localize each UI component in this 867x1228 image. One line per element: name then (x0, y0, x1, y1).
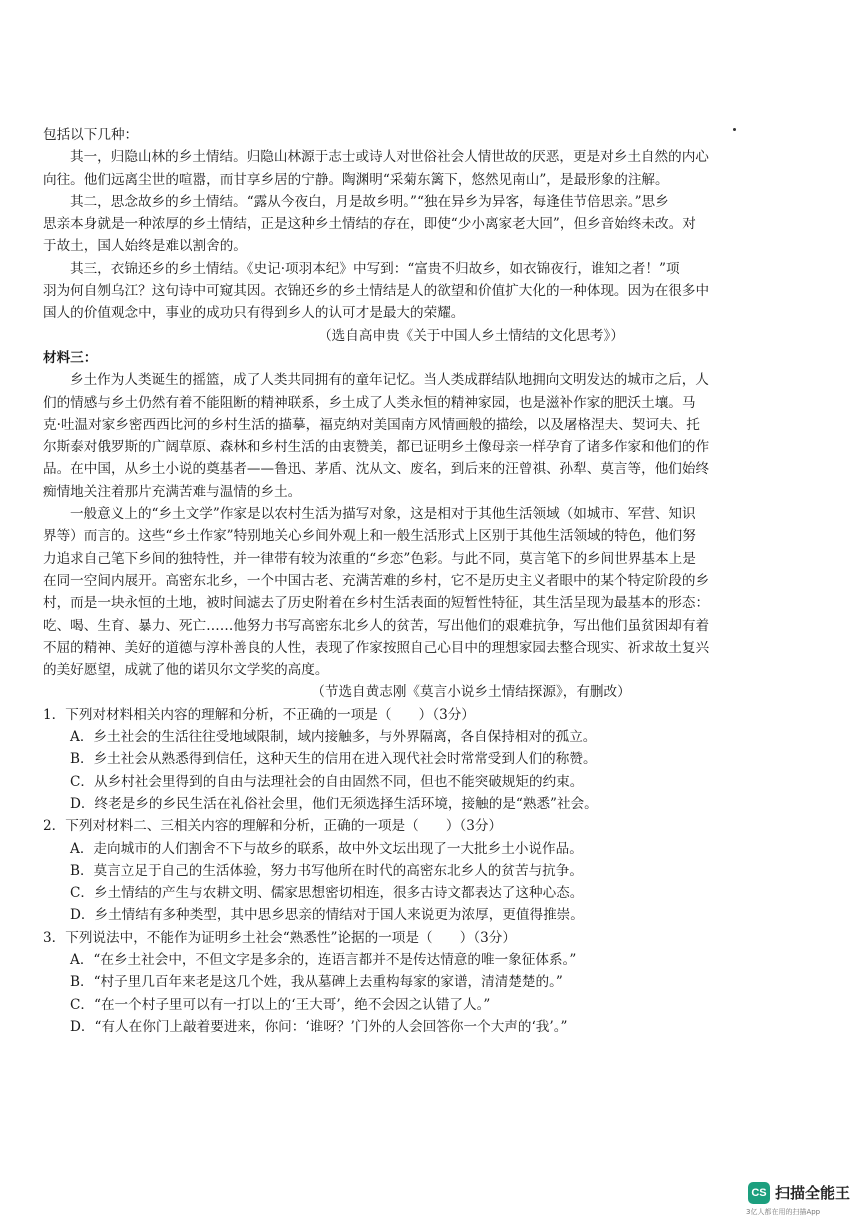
material3-p1-line4: 尔斯泰对俄罗斯的广阔草原、森林和乡村生活的由衷赞美，都已证明乡土像母亲一样孕育了诸多作家和他们的作 (43, 439, 710, 456)
material3-p1-line2: 们的情感与乡土仍然有着不能阻断的精神联系，乡土成了人类永恒的精神家园，也是滋补作家的肥沃土壤。马 (43, 394, 696, 411)
question-2-option-d: D．乡土情结有多种类型，其中思乡思亲的情结对于国人来说更为浓厚，更值得推崇。 (70, 907, 584, 924)
exam-page (43, 124, 829, 1038)
material3-p2-line5: 村，而是一块永恒的土地，被时间滤去了历史附着在乡村生活表面的短暂性特征，其生活呈现为最基本的形态： (43, 595, 710, 612)
material3-p1-line1: 乡土作为人类诞生的摇篮，成了人类共同拥有的童年记忆。当人类成群结队地拥向文明发达的城市之后，人 (70, 372, 709, 389)
intro-text: 包括以下几种： (43, 127, 139, 143)
question-2-stem: 2．下列对材料二、三相关内容的理解和分析，正确的一项是（ ）（3分） (43, 818, 503, 835)
material3-p1-line3: 克·吐温对家乡密西西比河的乡村生活的描摹，福克纳对美国南方风情画般的描绘，以及屠格涅夫、契诃夫、托 (43, 416, 700, 433)
question-3-option-c: C．“在一个村子里可以有一打以上的‘王大哥’，绝不会因之认错了人。” (70, 996, 491, 1013)
question-2-option-a: A．走向城市的人们割舍不下与故乡的联系，故中外文坛出现了一大批乡土小说作品。 (70, 840, 583, 857)
question-1-option-c: C．从乡村社会里得到的自由与法理社会的自由固然不同，但也不能突破规矩的约束。 (70, 773, 584, 790)
watermark-app-name: 扫描全能王 (775, 1184, 851, 1202)
question-1-option-a: A．乡土社会的生活往往受地域限制，域内接触多，与外界隔离，各自保持相对的孤立。 (70, 729, 597, 746)
material2-p2-line2: 思亲本身就是一种浓厚的乡土情结，正是这种乡土情结的存在，即使“少小离家老大回”，但乡音始终未改。对 (43, 216, 696, 233)
material2-p3-line3: 国人的价值观念中，事业的成功只有得到乡人的认可才是最大的荣耀。 (43, 305, 465, 322)
question-3-option-d: D．“有人在你门上敲着要进来，你问：‘谁呀？’门外的人会回答你一个大声的‘我’。” (70, 1018, 568, 1035)
material2-p1-line1: 其一，归隐山林的乡土情结。归隐山林源于志士或诗人对世俗社会人情世故的厌恶，更是对乡土自然的内心 (70, 149, 709, 166)
camscanner-logo-icon: CS (748, 1182, 770, 1204)
material3-p1-line5: 品。在中国，从乡土小说的奠基者——鲁迅、茅盾、沈从文、废名，到后来的汪曾祺、孙犁、莫言等，他们始终 (43, 461, 710, 478)
material3-source: （节选自黄志刚《莫言小说乡土情结探源》，有删改） (311, 684, 631, 701)
material2-source: （选自高申贵《关于中国人乡土情结的文化思考》） (318, 327, 624, 344)
material3-p2-line1: 一般意义上的“乡土文学”作家是以农村生活为描写对象，这是相对于其他生活领域（如城市、军营、知识 (70, 506, 696, 523)
material3-p2-line8: 的美好愿望，成就了他的诺贝尔文学奖的高度。 (43, 662, 329, 679)
material2-p2-line1: 其二，思念故乡的乡土情结。“露从今夜白，月是故乡明。”“独在异乡为异客，每逢佳节倍思亲。”思乡 (70, 193, 669, 210)
material3-p2-line7: 不屈的精神、美好的道德与淳朴善良的人性，表现了作家按照自己心目中的理想家园去整合现实、祈求故土复兴 (43, 639, 710, 656)
material3-p2-line2: 界等）而言的。这些“乡土作家”特别地关心乡间外观上和一般生活形式上区别于其他生活领域的特色，他们努 (43, 528, 696, 545)
material2-p3-line1: 其三，衣锦还乡的乡土情结。《史记·项羽本纪》中写到：“富贵不归故乡，如衣锦夜行，谁知之者！”项 (70, 260, 680, 277)
question-3-stem: 3．下列说法中，不能作为证明乡土社会“熟悉性”论据的一项是（ ）（3分） (43, 929, 516, 946)
question-1-option-b: B．乡土社会从熟悉得到信任，这种天生的信用在进入现代社会时常常受到人们的称赞。 (70, 751, 597, 768)
question-1-stem: 1．下列对材料相关内容的理解和分析，不正确的一项是（ ）（3分） (43, 706, 475, 723)
material2-p1-line2: 向往。他们远离尘世的喧嚣，而甘享乡居的宁静。陶渊明“采菊东篱下，悠然见南山”，是最形象的注解。 (43, 171, 669, 188)
material3-p1-line6: 痴情地关注着那片充满苦难与温情的乡土。 (43, 483, 302, 500)
question-3-option-a: A．“在乡土社会中，不但文字是多余的，连语言都并不是传达情意的唯一象征体系。” (70, 951, 577, 968)
question-3-option-b: B．“村子里几百年来老是这几个姓，我从墓碑上去重构每家的家谱，清清楚楚的。” (70, 974, 563, 991)
material3-heading: 材料三： (43, 349, 98, 366)
material2-p2-line3: 于故土，国人始终是难以割舍的。 (43, 238, 247, 255)
material2-p3-line2: 羽为何自刎乌江？这句诗中可窥其因。衣锦还乡的乡土情结是人的欲望和价值扩大化的一种体现。因为在很多中 (43, 283, 710, 300)
watermark-tagline: 3亿人都在用的扫描App (746, 1208, 821, 1216)
question-2-option-b: B．莫言立足于自己的生活体验，努力书写他所在时代的高密东北乡人的贫苦与抗争。 (70, 862, 583, 879)
question-2-option-c: C．乡土情结的产生与农耕文明、儒家思想密切相连，很多古诗文都表达了这种心态。 (70, 885, 584, 902)
camscanner-watermark (746, 1180, 858, 1220)
question-1-option-d: D．终老是乡的乡民生活在礼俗社会里，他们无须选择生活环境，接触的是“熟悉”社会。 (70, 795, 598, 812)
material3-p2-line4: 在同一空间内展开。高密东北乡，一个中国古老、充满苦难的乡村，它不是历史主义者眼中的某个特定阶段的乡 (43, 572, 710, 589)
material3-p2-line3: 力追求自己笔下乡间的独特性，并一律带有较为浓重的“乡恋”色彩。与此不同，莫言笔下的乡间世界基本上是 (43, 550, 696, 567)
material3-p2-line6: 吃、喝、生育、暴力、死亡……他努力书写高密东北乡人的贫苦，写出他们的艰难抗争，写出他们虽贫困却有着 (43, 617, 710, 634)
